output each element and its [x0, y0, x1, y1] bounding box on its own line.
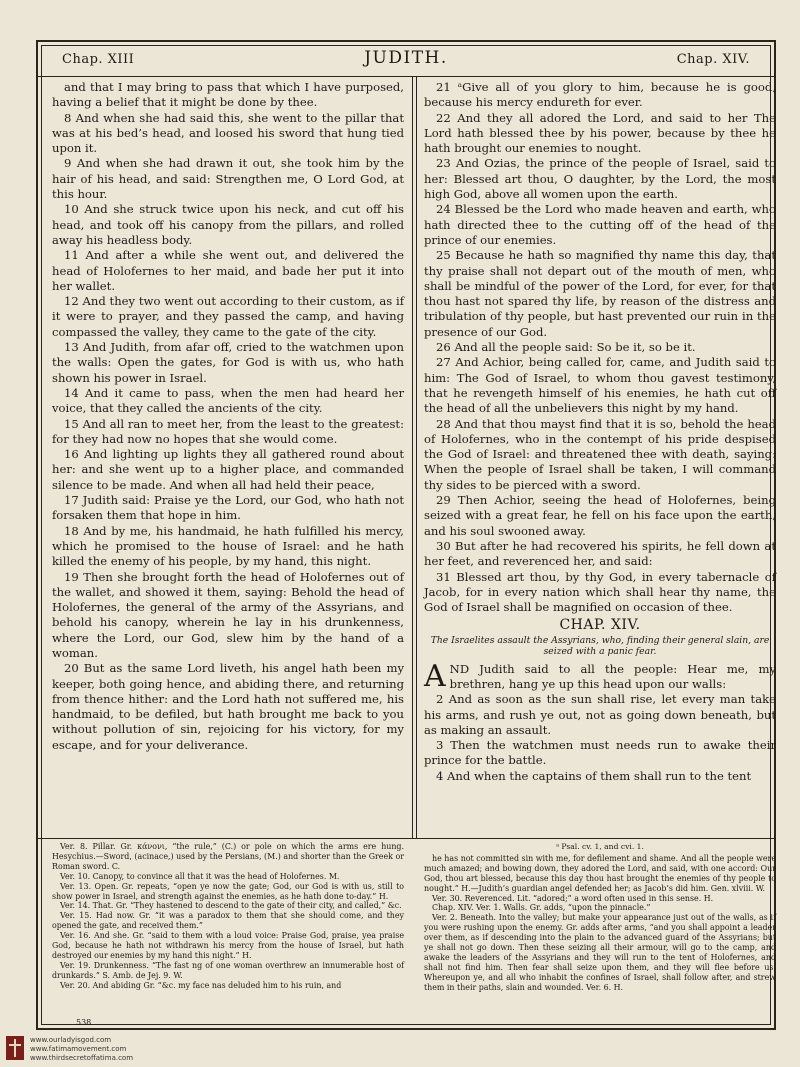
footnote: Ver. 13. Open. Gr. repeats, “open ye now the gate; God, our God is with us, still to show power in Israel, and strength against the enemies, as he hath done to-day.” H.	[52, 881, 404, 901]
verse: 8 And when she had said this, she went to the pillar that was at his bed’s head, and loosed his sword that hung tied upon it.	[52, 110, 404, 156]
verse: 24 Blessed be the Lord who made heaven and earth, who hath directed thee to the cutting off of the head of the prince of our enemies.	[424, 202, 776, 247]
footnote: he has not committed sin with me, for defilement and shame. And all the people were much amazed; and bowing down, they adored the Lord, and said, with one accord: Our God, thou art blessed, because this day thou hast brought the enemies of thy people to nought.” H.—Judith’s guardian angel defended her; as Jacob’s did him. Gen. xlviii. W.	[424, 853, 776, 893]
verse: 30 But after he had recovered his spirits, he fell down at her feet, and reverenced her, and said:	[424, 538, 776, 569]
verse-text: ND Judith said to all the people: Hear me, my brethren, hang ye up this head upon our walls:	[449, 661, 776, 691]
drop-cap: A	[424, 658, 446, 694]
footnote: Ver. 15. Had now. Gr. “it was a paradox to them that she should come, and they opened the gate, and received them.”	[52, 911, 404, 931]
book-title: JUDITH.	[364, 48, 448, 68]
verse: 4 And when the captains of them shall run to the tent	[436, 768, 752, 783]
verse: 12 And they two went out according to their custom, as if it were to prayer, and they passed the camp, and having compassed the valley, they came to the gate of the city.	[52, 294, 404, 339]
verse: and that I may bring to pass that which I have purposed, having a belief that it might be done by thee.	[52, 80, 404, 110]
verse: 28 And that thou mayst find that it is so, behold the head of Holofernes, who in the contempt of his pride despised the God of Israel: and threatened thee with death, saying: When the people of Israel shall be taken, I will command thy sides to be pierced with a sword.	[424, 416, 776, 492]
column-divider	[412, 76, 417, 838]
chapter-right-label: Chap. XIV.	[676, 52, 750, 67]
watermark-url: www.ourladyisgod.com	[30, 1036, 112, 1044]
footnote: Ver. 20. And abiding Gr. “&c. my face nas deluded him to his ruin, and	[60, 980, 342, 990]
verse: 20 But as the same Lord liveth, his angel hath been my keeper, both going hence, and abiding there, and returning from thence hither: and the Lord hath not suffered me, his handmaid, to be defiled, but hath brought me back to you without pollution of sin, rejoicing for his victory, for my escape, and for your deliverance.	[52, 661, 404, 752]
verse: 13 And Judith, from afar off, cried to the watchmen upon the walls: Open the gates, for God is with us, who hath shown his power in Israel.	[52, 340, 404, 385]
watermark-url: www.thirdsecretoffatima.com	[30, 1054, 134, 1062]
verse: 16 And lighting up lights they all gathered round about her: and she went up to a higher place, and commanded silence to be made. And when all had held their peace,	[52, 447, 404, 492]
footnote: Ver. 16. And she. Gr. “said to them with a loud voice: Praise God, praise, yea praise God, because he hath not withdrawn his mercy from the house of Israel, but hath destroyed our enemies by my hand this night.” H.	[52, 931, 404, 960]
verse: 14 And it came to pass, when the men had heard her voice, that they called the ancients of the city.	[52, 385, 404, 416]
chapter-left-label: Chap. XIII	[62, 52, 135, 67]
bible-page	[36, 40, 776, 1030]
footnote: Ver. 30. Reverenced. Lit. “adored;” a word often used in this sense. H.	[432, 893, 714, 903]
running-header	[38, 42, 774, 77]
verse: 31 Blessed art thou, by thy God, in every tabernacle of Jacob, for in every nation which shall hear thy name, the God of Israel shall be magnified on occasion of thee.	[424, 569, 776, 615]
verse: 9 And when she had drawn it out, she took him by the hair of his head, and said: Strengthen me, O Lord God, at this hour.	[52, 156, 404, 202]
footnotes-right	[424, 842, 776, 993]
page-number: 538	[76, 1018, 92, 1027]
footnote-rule	[38, 838, 774, 839]
verse: 10 And she struck twice upon his neck, and cut off his head, and took off his canopy from the pillars, and rolled away his headless body.	[52, 202, 404, 247]
footnote: Ver. 10. Canopy, to convince all that it was the head of Holofernes. M.	[60, 871, 340, 881]
watermark	[30, 1036, 133, 1063]
cross-reference: ᵃ Psal. cv. 1, and cvi. 1.	[556, 842, 644, 851]
footnote: Ver. 14. That. Gr. “They hastened to descend to the gate of their city, and called,” &c.	[60, 901, 402, 911]
verse: 17 Judith said: Praise ye the Lord, our God, who hath not forsaken them that hope in him.	[52, 493, 404, 523]
verse-with-dropcap	[424, 658, 776, 694]
verse: 3 Then the watchmen must needs run to awake their prince for the battle.	[424, 738, 776, 768]
left-column	[52, 80, 404, 753]
footnote: Ver. 8. Pillar. Gr. κάνονι, “the rule,” (C.) or pole on which the arms ere hung. Hesychius.—Sword, (acinace,) used by the Persians, (M.) and shorter than the Greek or Roman sword. C.	[52, 842, 404, 871]
verse: 19 Then she brought forth the head of Holofernes out of the wallet, and showed it them, saying: Behold the head of Holofernes, the general of the army of the Assyrians, and behold his canopy, wherein he lay in his drunkenness, where the Lord, our God, slew him by the hand of a woman.	[52, 569, 404, 660]
verse: 11 And after a while she went out, and delivered the head of Holofernes to her maid, and bade her put it into her wallet.	[52, 248, 404, 293]
verse: 21 ᵃGive all of you glory to him, because he is good, because his mercy endureth for ever.	[424, 80, 776, 110]
chapter-heading: CHAP. XIV.	[559, 617, 641, 634]
footnote: Ver. 2. Beneath. Into the valley; but make your appearance just out of the walls, as if you were rushing upon the enemy. Gr. adds after arms, “and you shall appoint a leader over them, as if descending into the plain to the advanced guard of the Assyrians; but ye shall not go down. Then these seizing all their armour, will go to the camp, and awake the leaders of the Assyrians and they will run to the tent of Holofernes, and shall not find him. Then fear shall seize upon them, and they will flee before us. Whereupon ye, and all who inhabit the confines of Israel, shall follow after, and strew them in their paths, slain and wounded. Ver. 6. H.	[424, 913, 776, 992]
footnotes-left	[52, 842, 404, 991]
footnote: Chap. XIV. Ver. 1. Walls. Gr. adds, “upon the pinnacle.”	[432, 903, 651, 913]
verse: 27 And Achior, being called for, came, and Judith said to him: The God of Israel, to whom thou gavest testimony, that he revengeth himself of his enemies, he hath cut off the head of all the unbelievers this night by my hand.	[424, 355, 776, 416]
chapter-summary: The Israelites assault the Assyrians, who, finding their general slain, are seized with a panic fear.	[430, 634, 770, 658]
watermark-url: www.fatimamovement.com	[30, 1045, 127, 1053]
verse: 2 And as soon as the sun shall rise, let every man take his arms, and rush ye out, not as going down beneath, but as making an assault.	[424, 692, 776, 737]
verse: 29 Then Achior, seeing the head of Holofernes, being seized with a great fear, he fell on his face upon the earth, and his soul swooned away.	[424, 493, 776, 538]
right-column	[424, 80, 776, 784]
verse: 18 And by me, his handmaid, he hath fulfilled his mercy, which he promised to the house of Israel: and he hath killed the enemy of his people, by my hand, this night.	[52, 523, 404, 569]
verse: 15 And all ran to meet her, from the least to the greatest: for they had now no hopes that she would come.	[52, 416, 404, 446]
footnote: Ver. 19. Drunkenness. “The fast ng of one woman overthrew an innumerable host of drunkards.” S. Amb. de Jej. 9. W.	[52, 960, 404, 980]
cross-logo-icon	[6, 1036, 24, 1060]
verse: 25 Because he hath so magnified thy name this day, that thy praise shall not depart out of the mouth of men, who shall be mindful of the power of the Lord, for ever, for that thou hast not spared thy life, by reason of the distress and tribulation of thy people, but hast prevented our ruin in the presence of our God.	[424, 248, 776, 339]
verse: 23 And Ozias, the prince of the people of Israel, said to her: Blessed art thou, O daughter, by the Lord, the most high God, above all women upon the earth.	[424, 156, 776, 202]
verse: 22 And they all adored the Lord, and said to her The Lord hath blessed thee by his power, because by thee he hath brought our enemies to nought.	[424, 110, 776, 156]
verse: 26 And all the people said: So be it, so be it.	[436, 340, 696, 355]
